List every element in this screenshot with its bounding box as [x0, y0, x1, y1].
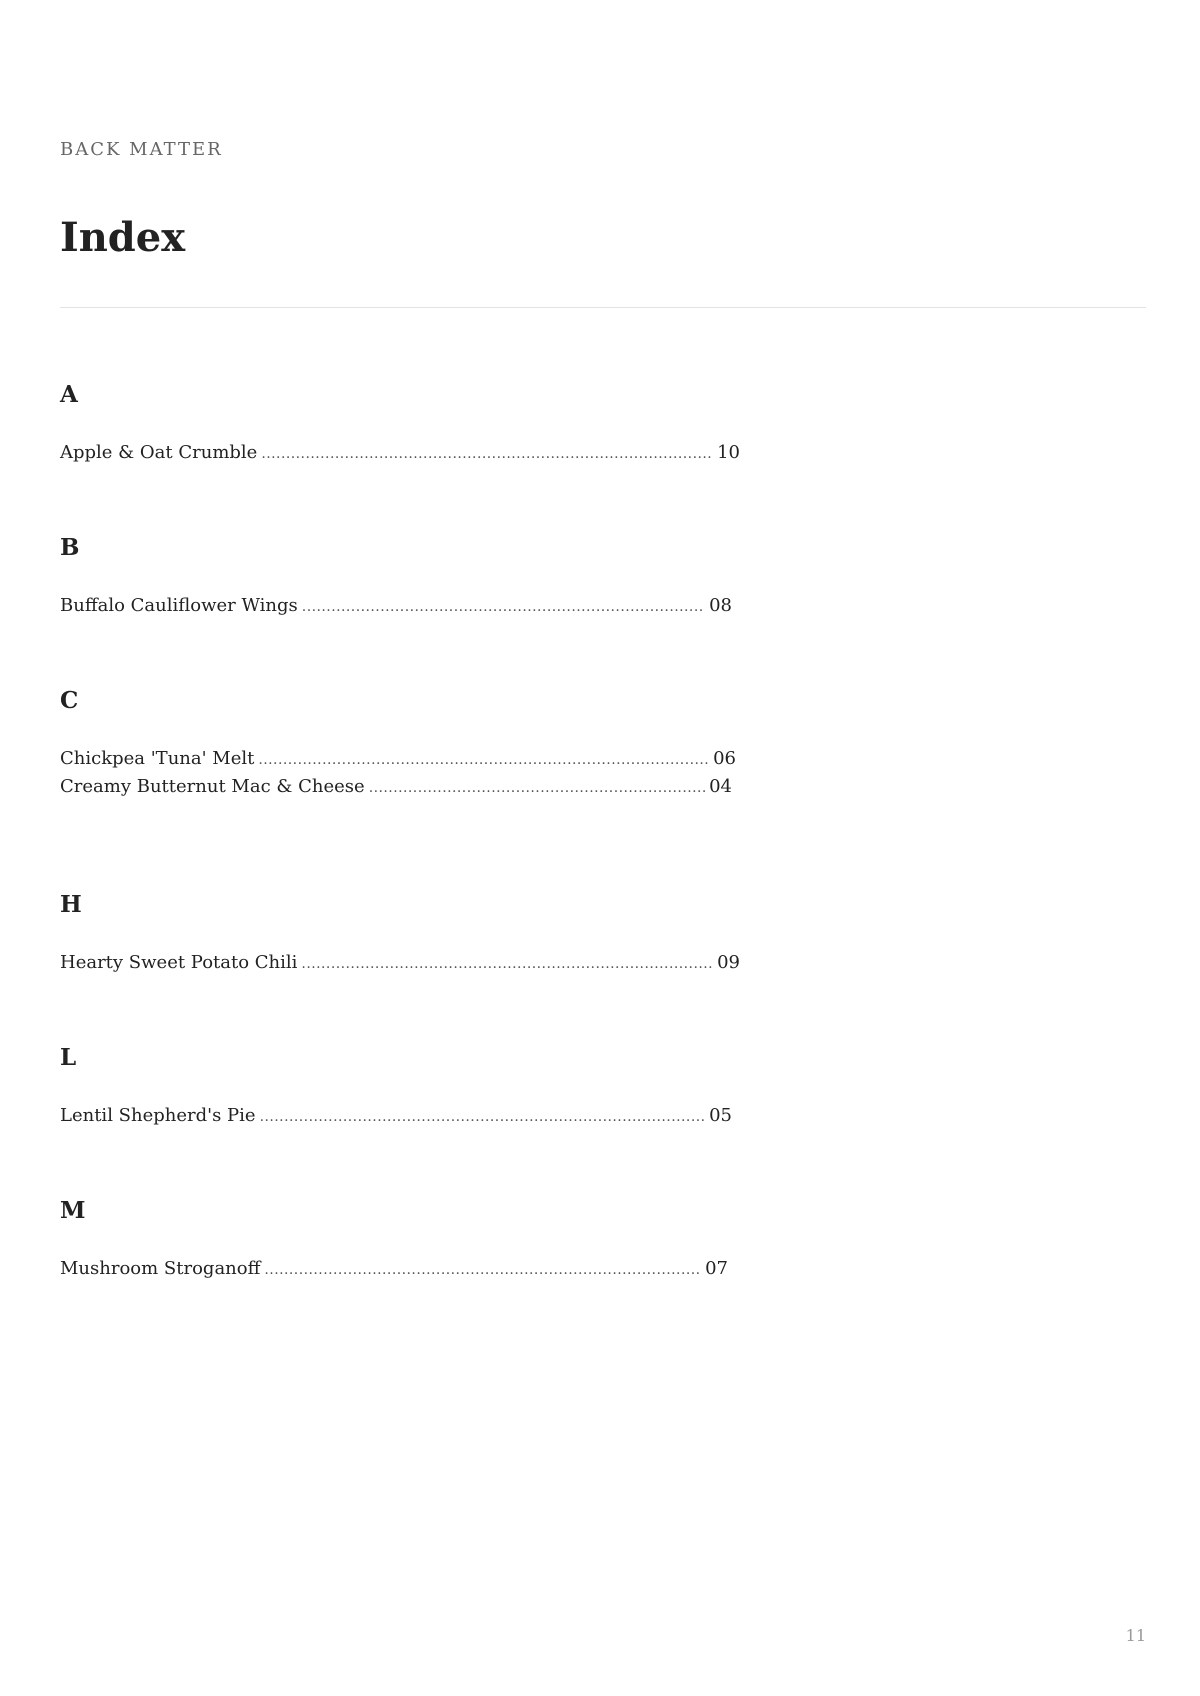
- page-number: 11: [1125, 1626, 1146, 1645]
- index-section-b: [60, 533, 760, 620]
- entry-name: Chickpea 'Tuna' Melt: [60, 748, 255, 769]
- entry-page: 09: [717, 952, 740, 973]
- entry-page: 04: [709, 776, 732, 797]
- index-section-m: [60, 1196, 760, 1283]
- index-entry: [60, 745, 736, 773]
- entry-name: Hearty Sweet Potato Chili: [60, 952, 298, 973]
- dot-leader: [261, 440, 713, 468]
- index-section-a: [60, 380, 760, 467]
- index-entry: [60, 773, 732, 801]
- section-letter: C: [60, 687, 79, 714]
- section-letter: M: [60, 1197, 86, 1224]
- index-entry: [60, 1102, 732, 1130]
- dot-leader: [302, 593, 705, 621]
- entry-page: 07: [705, 1258, 728, 1279]
- entry-name: Apple & Oat Crumble: [60, 442, 258, 463]
- section-letter: H: [60, 891, 82, 918]
- title-divider: [60, 307, 1146, 308]
- entry-page: 10: [717, 442, 740, 463]
- section-letter: B: [60, 534, 80, 561]
- section-letter: L: [60, 1044, 77, 1071]
- dot-leader: [264, 1256, 701, 1284]
- index-entry: [60, 949, 740, 977]
- entry-page: 08: [709, 595, 732, 616]
- page-title: Index: [60, 214, 186, 261]
- index-section-c: [60, 686, 760, 801]
- dot-leader: [260, 1103, 706, 1131]
- entry-name: Mushroom Stroganoff: [60, 1258, 261, 1279]
- index-entry: [60, 439, 740, 467]
- index-entry: [60, 592, 732, 620]
- section-eyebrow: BACK MATTER: [60, 139, 223, 160]
- index-section-h: [60, 890, 760, 977]
- entry-name: Lentil Shepherd's Pie: [60, 1105, 256, 1126]
- section-letter: A: [60, 381, 78, 408]
- index-section-l: [60, 1043, 760, 1130]
- entry-name: Buffalo Cauliflower Wings: [60, 595, 298, 616]
- dot-leader: [258, 746, 709, 774]
- entry-name: Creamy Butternut Mac & Cheese: [60, 776, 365, 797]
- entry-page: 06: [713, 748, 736, 769]
- dot-leader: [369, 774, 705, 802]
- entry-page: 05: [709, 1105, 732, 1126]
- dot-leader: [301, 950, 713, 978]
- index-entry: [60, 1255, 728, 1283]
